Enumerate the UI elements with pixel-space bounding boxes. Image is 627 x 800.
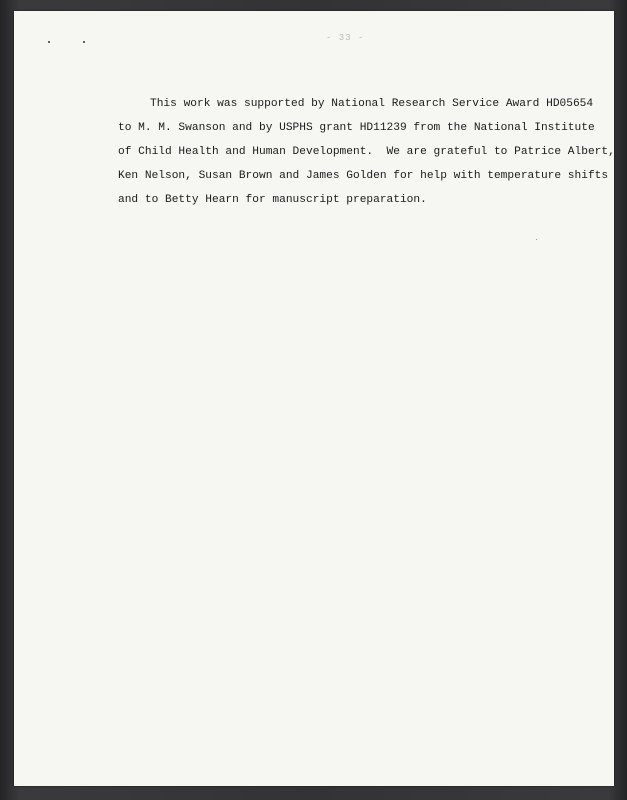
paragraph-line: Ken Nelson, Susan Brown and James Golden for help with temperature shifts bbox=[118, 170, 609, 182]
page-number: - 33 - bbox=[326, 33, 365, 43]
acknowledgments-paragraph bbox=[118, 95, 615, 215]
document-page bbox=[14, 11, 614, 786]
paragraph-line: of Child Health and Human Development. We are grateful to Patrice Albert, bbox=[118, 146, 615, 158]
ink-speck bbox=[536, 239, 537, 240]
ink-speck bbox=[83, 41, 85, 43]
paragraph-line: to M. M. Swanson and by USPHS grant HD11239 from the National Institute bbox=[118, 122, 595, 134]
paragraph-line: and to Betty Hearn for manuscript preparation. bbox=[118, 194, 427, 206]
ink-speck bbox=[48, 41, 50, 43]
paragraph-line: This work was supported by National Research Service Award HD05654 bbox=[150, 98, 594, 110]
